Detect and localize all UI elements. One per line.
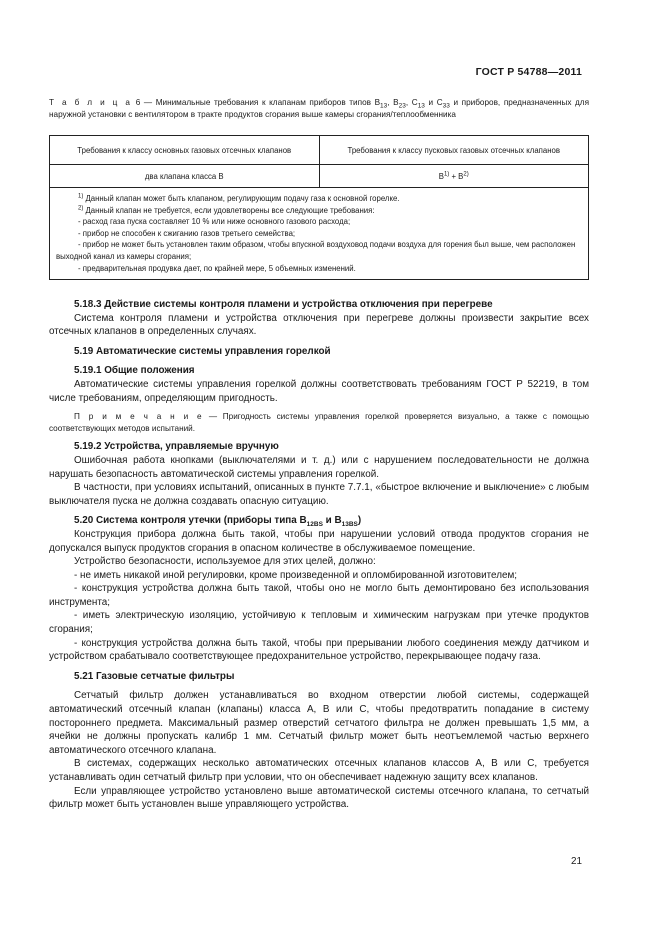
note-paragraph <box>49 411 589 434</box>
section-heading <box>49 514 589 528</box>
footnote-ref: 1) <box>78 193 84 200</box>
paragraph: Конструкция прибора должна быть такой, чтобы при нарушении условий отвода продуктов сгорания не допускался выпуск продуктов сгорания в опасном количестве в обслуживаемое помещение. <box>49 528 589 554</box>
paragraph: Система контроля пламени и устройства отключения при перегреве должны произвести закрытие всех отсечных клапанов в определенных случаях. <box>49 312 589 338</box>
caption-sub: 23 <box>398 102 406 110</box>
table-header-row <box>50 136 589 165</box>
paragraph: В частности, при условиях испытаний, описанных в пункте 7.7.1, «быстрое включение и выключение» с любым выключателя пуска не должна создавать опасную ситуацию. <box>49 482 589 507</box>
note-text: Данный клапан не требуется, если удовлетворены все следующие требования: <box>83 205 375 215</box>
table-header-cell: Требования к классу основных газовых отсечных клапанов <box>50 136 320 165</box>
table-caption <box>49 97 589 120</box>
paragraph: Ошибочная работа кнопками (выключателями и т. д.) или с нарушением последовательности не должна нарушать безопасность автоматической системы управления горелкой. <box>49 454 589 480</box>
table-cell <box>319 165 589 188</box>
list-item: - иметь электрическую изоляцию, устойчивую к тепловым и химическим нагрузкам при утечке продуктов сгорания; <box>49 610 589 636</box>
footnote-ref: 2) <box>463 170 469 177</box>
paragraph: Сетчатый фильтр должен устанавливаться во входном отверстии любой системы, содержащей автоматический отсечный клапан (клапаны) класса A, B или C, чтобы предотвратить попадание в систему постороннего предмета. Максимальный размер отверстий сетчатого фильтра не должен превышать 1,5 мм, а ячейки не должны пропускать калибр 1 мм. Сетчатый фильтр может быть неотъемлемой частью верхнего автоматического отсечного клапана. <box>49 690 589 756</box>
caption-sub: 13 <box>417 102 425 110</box>
section-heading: 5.18.3 Действие системы контроля пламени и устройства отключения при перегреве <box>74 299 493 310</box>
caption-sub: 33 <box>442 102 450 110</box>
caption-sub: 13 <box>380 102 388 110</box>
list-item: - не иметь никакой иной регулировки, кроме произведенной и опломбированной изготовителем; <box>74 569 517 581</box>
caption-text: , B <box>387 98 399 107</box>
table-note: - прибор не способен к сжиганию газов третьего семейства; <box>78 228 296 238</box>
table-cell: два клапана класса B <box>50 165 320 188</box>
section-heading: 5.19.1 Общие положения <box>74 365 195 377</box>
table-header-cell: Требования к классу пусковых газовых отсечных клапанов <box>319 136 589 165</box>
table-note: - прибор не может быть установлен таким образом, чтобы впускной воздуховод подачи воздуха для горения был выше, чем расположен выходной канал из камеры сгорания; <box>56 240 576 261</box>
list-item: - конструкция устройства должна быть такой, чтобы оно не могло быть демонтировано без использования инструмента; <box>49 583 589 608</box>
heading-sub: 13BS <box>341 521 358 529</box>
list-item: - конструкция устройства должна быть такой, чтобы при прерывании любого соединения между датчиком и устройством срабатывало соответствующее предохранительное устройство, перекрывающее подачу газа. <box>49 637 589 663</box>
requirements-table <box>49 135 589 280</box>
footnote-ref: 2) <box>78 205 84 211</box>
table-note: - предварительная продувка дает, по крайней мере, 5 объемных изменений. <box>78 263 356 273</box>
table-notes <box>50 188 589 280</box>
table-note <box>56 205 582 217</box>
table-caption-label: Т а б л и ц а <box>49 98 133 107</box>
paragraph: Автоматические системы управления горелкой должны соответствовать требованиям ГОСТ Р 52219, в том числе требованиям, определяющим пригодность. <box>49 378 589 404</box>
page-number: 21 <box>571 856 582 867</box>
heading-text: ) <box>357 515 362 527</box>
table-notes-row <box>50 188 589 280</box>
document-body <box>49 298 589 812</box>
note-text: — Пригодность системы управления горелкой проверяется визуально, а также с помощью соответствующих методов испытаний. <box>49 412 589 433</box>
section-heading: 5.19.2 Устройства, управляемые вручную <box>74 441 279 453</box>
paragraph: Если управляющее устройство установлено выше автоматической системы отсечного клапана, то сетчатый фильтр может быть установлен выше управляющего устройства. <box>49 785 589 811</box>
heading-text: 5.20 Система контроля утечки (приборы типа B <box>74 515 307 527</box>
heading-text: и B <box>322 515 342 527</box>
caption-text: , C <box>405 98 418 107</box>
note-label: П р и м е ч а н и е <box>74 412 204 422</box>
note-text: Данный клапан может быть клапаном, регулирующим подачу газа к основной горелке. <box>83 194 400 203</box>
table-note: - расход газа пуска составляет 10 % или ниже основного газового расхода; <box>78 217 351 227</box>
section-heading: 5.21 Газовые сетчатые фильтры <box>74 670 235 682</box>
caption-text: и приборов, предназначенных для наружной установки с вентилятором в тракте продуктов сгорания выше камеры сгорания/теплообменника <box>49 98 590 119</box>
section-heading: 5.19 Автоматические системы управления горелкой <box>74 345 331 357</box>
table-note <box>56 193 582 205</box>
paragraph: Устройство безопасности, используемое для этих целей, должно: <box>74 556 376 568</box>
heading-sub: 12BS <box>306 521 323 529</box>
cell-text: + B <box>449 171 464 181</box>
paragraph: В системах, содержащих несколько автоматических отсечных клапанов классов A, B или C, требуется устанавливать один сетчатый фильтр при условии, что он обеспечивает надежную защиту всех клапанов. <box>49 758 589 783</box>
document-header: ГОСТ Р 54788—2011 <box>475 66 582 78</box>
table-caption-text: 6 — Минимальные требования к клапанам приборов типов B <box>135 98 381 107</box>
footnote-ref: 1) <box>443 170 450 177</box>
caption-text: и C <box>424 98 443 107</box>
table-row <box>50 165 589 188</box>
cell-text: B <box>438 171 444 181</box>
